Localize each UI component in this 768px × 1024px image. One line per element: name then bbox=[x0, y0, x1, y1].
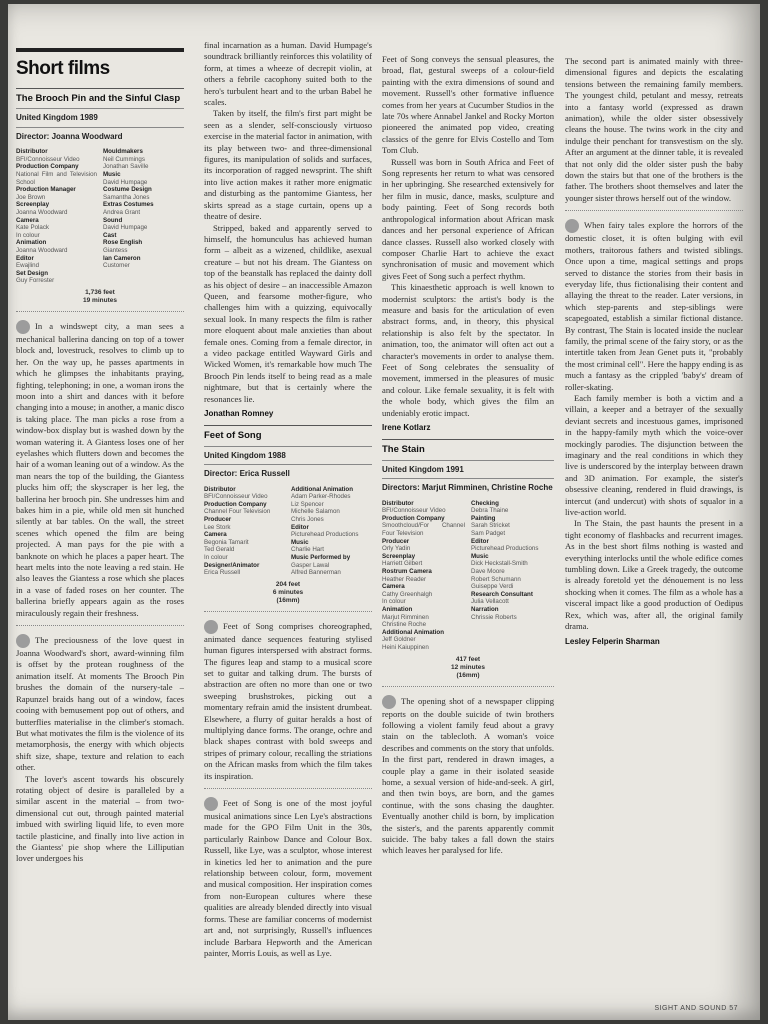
credit-role: Rose English bbox=[103, 239, 143, 247]
credit-role: Sound bbox=[103, 216, 123, 224]
column-4 bbox=[565, 56, 743, 647]
paragraph-text: Feet of Song is one of the most joyful musical animations since Len Lye's abstractions made for the GPO Film Unit in the 30s, particularly Rainbow Dance and Colour Box. Russell, like Lye, was a sculptor, whose interest in kinetics led her to animation and the pure relationship between colour, form, movement and musical composition. Her inspiration comes from non-European cultures where these qualities are already blended directly into visual forms. These are familiar concerns of modernist art and, not surprisingly, Russell's influences include Barbara Hepworth and the American painter, Morris Louis, as well as Lye. bbox=[204, 798, 372, 958]
credit-role: Editor bbox=[291, 523, 309, 531]
credit-name: Dave Moore bbox=[471, 567, 505, 575]
divider bbox=[16, 625, 184, 626]
credits-brooch-b bbox=[103, 148, 184, 285]
credit-name: Lee Stork bbox=[204, 523, 231, 531]
length-feet: 417 feet bbox=[455, 655, 481, 663]
credit-role: Production Company bbox=[204, 500, 267, 508]
credits-stain bbox=[382, 500, 554, 652]
paragraph: The lover's ascent towards his obscurely rotating object of desire is paralleled by a similar ascent in the material – from two-dimensional cut out, through painted material imbued with swirling liquid life, to even more tactile plasticine, and finally into live action in the Giantess' pie shop where the Lilliputian lover undergoes his bbox=[16, 773, 184, 864]
credit-name: Julia Vellacott bbox=[471, 598, 509, 606]
credit-name: Liz Spencer bbox=[291, 500, 324, 508]
length-gauge: (16mm) bbox=[456, 671, 480, 679]
length-minutes: 6 minutes bbox=[272, 588, 304, 596]
country-year-brooch: United Kingdom 1989 bbox=[16, 108, 184, 123]
credit-name: Guy Forrester bbox=[16, 277, 55, 285]
credits-feet-b bbox=[291, 486, 372, 577]
credit-name: Dick Heckstall-Smith bbox=[471, 560, 528, 568]
film-title-feet: Feet of Song bbox=[204, 425, 372, 441]
credit-name: Picturehead Productions bbox=[291, 531, 359, 539]
credit-name: Michelle Salamon bbox=[291, 508, 340, 516]
credit-name: Neil Cummings bbox=[103, 155, 145, 163]
credit-role: Set Design bbox=[16, 269, 48, 277]
paragraph: Stripped, baked and apparently served to himself, the homunculus has achieved human form – albeit as a wizened, childlike, asexual creature – but not his dream. The Giantess on top of the beanstalk has replaced the dainty doll as his object of desire – an inaccessible Amazon Queen, and fearsome mother-figure, who challenges him with a quizzing, equivocally sexual look. In many respects the film is rather more eloquent about male anxieties than about female ones. Coming from a female director, in a video package entitled Wayward Girls and Wicked Women, it's remarkable how much The Brooch Pin lends itself to being read as a male nightmare, but that is certainly where the resonances lie. bbox=[204, 222, 372, 404]
length-gauge: (16mm) bbox=[276, 596, 300, 604]
paragraph: final incarnation as a human. David Humpage's soundtrack brilliantly reinforces this volatility of form, at times a wheeze of decrepit violin, at others a febrile cacophony suited both to the hero's turbulent heart and to the urban Babel he scales. bbox=[204, 40, 372, 108]
credit-role: Rostrum Camera bbox=[382, 567, 432, 575]
credit-name: Samantha Jones bbox=[103, 193, 150, 201]
paragraph: Russell was born in South Africa and Feet of Song represents her return to what was censored in her upbringing. She researched extensively for her film in music, dance, masks, sculpture and body painting. Feet of Song records both anthropological information about African mask dances and her personal experience of African dance classes. Russell also worked closely with composer Charlie Hart to achieve the exact synchronisation of music and movement which gives Feet of Song such a perfect rhythm. bbox=[382, 156, 554, 281]
credit-name: Robert Schumann bbox=[471, 575, 521, 583]
credit-name: Joe Brown bbox=[16, 193, 46, 201]
credit-name: National Film and Television School bbox=[16, 171, 97, 186]
credit-name: BFI/Connoisseur Video bbox=[382, 507, 446, 515]
paragraph-text: The opening shot of a newspaper clipping reports on the double suicide of twin brothers following a violent family feud about a gravy stain on the tablecloth. A woman's voice describes and comments on the story that unfolds. In the first part, rendered in drawn images, a couple play a game in their isolated seaside home, a sexual version of hide-and-seek. A girl, and then twin boys, are born, and the games continue, with the sons chasing the daughter. Eventually another child is born, by implication the sister's, and the parents apparently commit suicide. The baby takes a fall down the stairs which leaves her paralysed for life. bbox=[382, 695, 554, 856]
length-feet: 204 feet bbox=[275, 580, 301, 588]
credit-name: Christine Roche bbox=[382, 621, 427, 629]
divider bbox=[16, 311, 184, 312]
length-feet: 1,736 feet bbox=[85, 288, 115, 296]
credit-role: Editor bbox=[16, 254, 34, 262]
credit-name: Debra Thaine bbox=[471, 507, 509, 515]
credit-role: Camera bbox=[16, 216, 39, 224]
credit-role: Costume Design bbox=[103, 186, 152, 194]
credit-role: Production Company bbox=[16, 163, 79, 171]
credit-name: Gasper Lawal bbox=[291, 561, 330, 569]
credit-role: Music bbox=[471, 552, 489, 560]
credit-name: Jonathan Saville bbox=[103, 163, 149, 171]
paragraph: In The Stain, the past haunts the present in a tight economy of flashbacks and recurrent images. As in the best short films nothing is wasted and everything interlocks until the whole edifice comes tumbling down. Like a Greek tragedy, the outcome is already foretold yet the dénouement is no less shocking when it comes. The film as a whole has a visceral impact like a good production of Oedipus Rex, which was, after all, the original family drama. bbox=[565, 518, 743, 632]
credit-name: In colour bbox=[204, 553, 228, 561]
credit-role: Narration bbox=[471, 605, 499, 613]
section-rule bbox=[16, 48, 184, 52]
paragraph: The second part is animated mainly with three-dimensional figures and depicts the escalating tensions between the remaining family members. The youngest child, petulant and messy, retreats into a fantasy world (expressed as drawn animation), while the older sister obsessively cleans the house. The twins work in the city and indulge their penchant for transvestism on the sly. After an argument at the dinner table, it is revealed that not only did the older sister push the baby down the stairs but that one of the brothers is the father. The brothers shoot themselves and later the younger sister throws herself out of the window. bbox=[565, 56, 743, 203]
credit-name: Joanna Woodward bbox=[16, 246, 68, 254]
credit-role: Mouldmakers bbox=[103, 148, 143, 156]
paragraph-lead bbox=[204, 618, 372, 782]
credit-role: Music bbox=[291, 538, 309, 546]
credit-name: Smoothcloud/For Channel Four Television bbox=[382, 522, 465, 537]
credit-role: Extras Costumes bbox=[103, 201, 154, 209]
director-brooch: Director: Joanna Woodward bbox=[16, 127, 184, 142]
credit-name: Jeff Goldner bbox=[382, 636, 416, 644]
byline-brooch: Jonathan Romney bbox=[204, 409, 274, 418]
country-year-feet: United Kingdom 1988 bbox=[204, 446, 372, 461]
credit-name: Sarah Stricket bbox=[471, 522, 510, 530]
divider bbox=[565, 210, 743, 211]
paragraph-text: Feet of Song comprises choreographed, animated dance sequences featuring stylised human figures interspersed with abstract forms. The figures leap and stamp to a musical score set to guitar and talking drum. The bursts of abstraction are often no more than one or two sweeping brushstrokes, picking out a momentary refrain amid the insistent drumbeat. Elsewhere, a flurry of guitar heralds a host of multiplying dance forms. The orange, ochre and black shapes contrast with bold sweeps and stripes of primary colour, recalling the striations on the African masks from which the film takes its inspiration. bbox=[204, 620, 372, 781]
paragraph-text: In a windswept city, a man sees a mechanical ballerina dancing on top of a tower block and, lovestruck, resolves to climb up to her. On the way up, he passes apartments in which he glimpses the inhabitants praying, fighting, telephoning; in one, a woman irons the moon into a shirt and dances with it before changing into a mouse; in another, a manic disco is taking place. The man picks a rose from a window-box display but is washed down by the woman watering it. A Giantess loses one of her eyelashes which flutters down and becomes the hair of a woman leaning out of a window. As the man nears the top of the building, the Giantess plucks him off; the skyscraper is her leg, the ballerina her brooch pin. She undresses him and bakes him in a pie, while old men sit hunched silently at bar tables. On the wall, the street scenes which opened the film are being projected. A man pays for the pie with a banknote on which he places a paper heart. The heart melts into the note leaving a red stain. He also leaves the Giantess a rose which she places in a vase of faded roses on her counter. The ballerina briefly appears again as the roses miraculously regain their freshness. bbox=[16, 320, 184, 618]
credit-name: Cathy Greenhalgh bbox=[382, 590, 433, 598]
credit-role: Distributor bbox=[382, 499, 414, 507]
credit-name: Erica Russell bbox=[204, 569, 241, 577]
circle-bullet-icon bbox=[204, 620, 218, 634]
paragraph-lead bbox=[16, 318, 184, 619]
paragraph-lead bbox=[382, 693, 554, 857]
credit-role: Music Performed by bbox=[291, 553, 351, 561]
length-brooch bbox=[16, 289, 184, 305]
credit-name: Marjut Rimminen bbox=[382, 613, 429, 621]
credit-name: Giantess bbox=[103, 246, 128, 254]
paragraph-text: The preciousness of the love quest in Joanna Woodward's short, award-winning film is offset by the protean roughness of the animation itself. At moments The Brooch Pin brushes the domain of the nursery-tale – Rapunzel braids hang out of a window, faces cooing with bemusement pop out of others, and butterflies materialise in the climber's stomach. But what motivates the film is the violence of its metamorphosis, the energy with which objects shift size, shape, texture and relation to each other. bbox=[16, 635, 184, 773]
credit-name: Sam Padget bbox=[471, 530, 506, 537]
paragraph: This kinaesthetic approach is well known to modernist sculptors: the artist's body is the measure and basis for the articulation of even abstract forms, and, in theory, this physical relationship is also felt by the spectator. In animation, too, the animator will often act out a character's movements in order to analyse them. Feet of Song celebrates the sensuality of movement, immersed in the pleasures of music and colour. Like female sexuality, it is felt with the whole body, which gives the film an undeniably erotic impact. bbox=[382, 282, 554, 418]
byline-stain: Lesley Felperin Sharman bbox=[565, 636, 660, 646]
length-stain bbox=[382, 656, 554, 680]
column-3 bbox=[382, 54, 554, 857]
section-title: Short films bbox=[16, 58, 110, 79]
byline-feet: Irene Kotlarz bbox=[382, 423, 431, 432]
credit-role: Ian Cameron bbox=[103, 254, 141, 262]
circle-bullet-icon bbox=[204, 797, 218, 811]
credit-name: David Humpage bbox=[103, 178, 148, 186]
credit-name: David Humpage bbox=[103, 224, 148, 232]
credit-name: Charlie Hart bbox=[291, 546, 325, 554]
film-title-brooch: The Brooch Pin and the Sinful Clasp bbox=[16, 88, 184, 104]
credit-role: Distributor bbox=[16, 148, 48, 156]
credit-role: Music bbox=[103, 171, 121, 178]
credit-name: In colour bbox=[382, 598, 406, 606]
paragraph-lead bbox=[204, 795, 372, 959]
circle-bullet-icon bbox=[16, 634, 30, 648]
column-2 bbox=[204, 40, 372, 959]
credits-stain-a bbox=[382, 500, 465, 652]
paragraph: Taken by itself, the film's first part might be seen as a slender, self-consciously virtuoso exercise in the material factor in animation, with its play between two- and three-dimensional figures, its manipulation of solids and surfaces, its incorporation of ragged newsprint. The shift into live action makes it rather more enigmatic and disturbing as the pantomime Giantess, her skirts spread as a stage curtain, opens up a theatre of desire. bbox=[204, 108, 372, 222]
length-feet-of-song bbox=[204, 581, 372, 605]
divider bbox=[382, 686, 554, 687]
credit-name: Guiseppe Verdi bbox=[471, 583, 514, 591]
credits-feet-a bbox=[204, 486, 285, 577]
magazine-page bbox=[8, 4, 760, 1020]
credit-name: Customer bbox=[103, 262, 130, 270]
credit-role: Camera bbox=[382, 583, 405, 591]
credit-name: Alfred Bannerman bbox=[291, 569, 341, 577]
credit-role: Camera bbox=[204, 531, 227, 539]
paragraph-text: When fairy tales explore the horrors of the domestic closet, it is often bulging with evil mothers, traitorous fathers and twisted siblings. Once upon a time, magical settings and props served to distance the stories from their basis in everyday life, thus fictionalising their content and allaying the threat to the reader. Later versions, in which step-parents and step-siblings were scapegoated, establish a similar fictional distance. By contrast, The Stain is located inside the nuclear family, the primal scene of the fairy story, or as the intertitle taken from Jean Genet puts it, "probably the most criminal cell". Here the happy ending is as much a fantasy as the crippled 'baby's' dream of roller-skating. bbox=[565, 220, 743, 392]
credit-name: Heini Kaiuppinen bbox=[382, 643, 429, 651]
country-year-stain: United Kingdom 1991 bbox=[382, 460, 554, 475]
credit-role: Animation bbox=[382, 605, 413, 613]
paragraph-lead bbox=[565, 217, 743, 393]
credit-name: Harriett Gilbert bbox=[382, 560, 423, 568]
credit-role: Screenplay bbox=[382, 552, 416, 560]
divider bbox=[204, 788, 372, 789]
director-stain: Directors: Marjut Rimminen, Christine Roche bbox=[382, 478, 554, 493]
credits-brooch-a bbox=[16, 148, 97, 285]
credit-role: Animation bbox=[16, 239, 47, 247]
credit-role: Editor bbox=[471, 537, 489, 545]
credit-name: Chrissie Roberts bbox=[471, 613, 517, 621]
credit-role: Research Consultant bbox=[471, 590, 533, 598]
credit-name: Andrea Grant bbox=[103, 208, 141, 216]
paragraph: Each family member is both a victim and a villain, a keeper and a betrayer of the sexually deviant secrets and incestuous games, imprisoned in the happy-family myth which the voice-over mockingly parodies. The disjunction between the imaginary and the real conditions in which they live is underscored by the interplay between drawn and 3D animation. For example, the sister's obsessive cleaning, rendered in fluid drawings, is intercut (and undercut) with shots of squalor in a live-action world. bbox=[565, 392, 743, 518]
length-minutes: 12 minutes bbox=[451, 663, 485, 671]
credit-name: Orly Yadin bbox=[382, 545, 411, 553]
credit-role: Producer bbox=[204, 516, 232, 523]
credit-name: Picturehead Productions bbox=[471, 545, 539, 553]
credit-name: In colour bbox=[16, 231, 40, 239]
credit-role: Designer/Animator bbox=[204, 561, 260, 569]
credit-name: BFI/Connoisseur Video bbox=[204, 493, 268, 501]
credit-role: Distributor bbox=[204, 485, 236, 493]
circle-bullet-icon bbox=[382, 695, 396, 709]
credit-name: Joanna Woodward bbox=[16, 208, 68, 216]
credit-role: Painting bbox=[471, 514, 496, 522]
credit-name: Heather Reader bbox=[382, 575, 427, 583]
credit-name: Chris Jones bbox=[291, 516, 324, 523]
credit-name: Adam Parker-Rhodes bbox=[291, 493, 351, 501]
credit-role: Production Manager bbox=[16, 186, 76, 194]
credits-brooch bbox=[16, 148, 184, 285]
credit-name: BFI/Connoisseur Video bbox=[16, 155, 80, 163]
column-1 bbox=[16, 48, 184, 865]
length-minutes: 19 minutes bbox=[83, 296, 117, 304]
paragraph-lead bbox=[16, 632, 184, 773]
credit-name: Begonia Tamarit bbox=[204, 538, 249, 546]
circle-bullet-icon bbox=[16, 320, 30, 334]
divider bbox=[204, 611, 372, 612]
credit-name: Kate Polack bbox=[16, 224, 50, 232]
credit-name: Channel Four Television bbox=[204, 508, 271, 516]
credit-name: Ewajlind bbox=[16, 262, 40, 270]
page-folio: SIGHT AND SOUND 57 bbox=[654, 1005, 738, 1012]
director-feet: Director: Erica Russell bbox=[204, 464, 372, 479]
film-title-stain: The Stain bbox=[382, 439, 554, 455]
credit-role: Screenplay bbox=[16, 201, 50, 209]
credit-name: Ted Gerald bbox=[204, 546, 235, 554]
credits-stain-b bbox=[471, 500, 554, 652]
paragraph: Feet of Song conveys the sensual pleasures, the broad, flat, gestural sweeps of a colour-field painting with the extra dimensions of sound and movement. Russell's other formative influence comes from her years at Cucumber Studios in the late 70s where Annabel Jankel and Rocky Morton pioneered the animated pop video, creating classics of the genre for Elvis Costello and Tom Tom Club. bbox=[382, 54, 554, 156]
credit-role: Additional Animation bbox=[291, 485, 353, 493]
credit-role: Checking bbox=[471, 499, 499, 507]
credit-role: Production Company bbox=[382, 514, 445, 522]
circle-bullet-icon bbox=[565, 219, 579, 233]
credit-role: Additional Animation bbox=[382, 628, 444, 636]
credits-feet bbox=[204, 486, 372, 577]
credit-role: Producer bbox=[382, 537, 410, 545]
credit-role: Cast bbox=[103, 231, 117, 239]
